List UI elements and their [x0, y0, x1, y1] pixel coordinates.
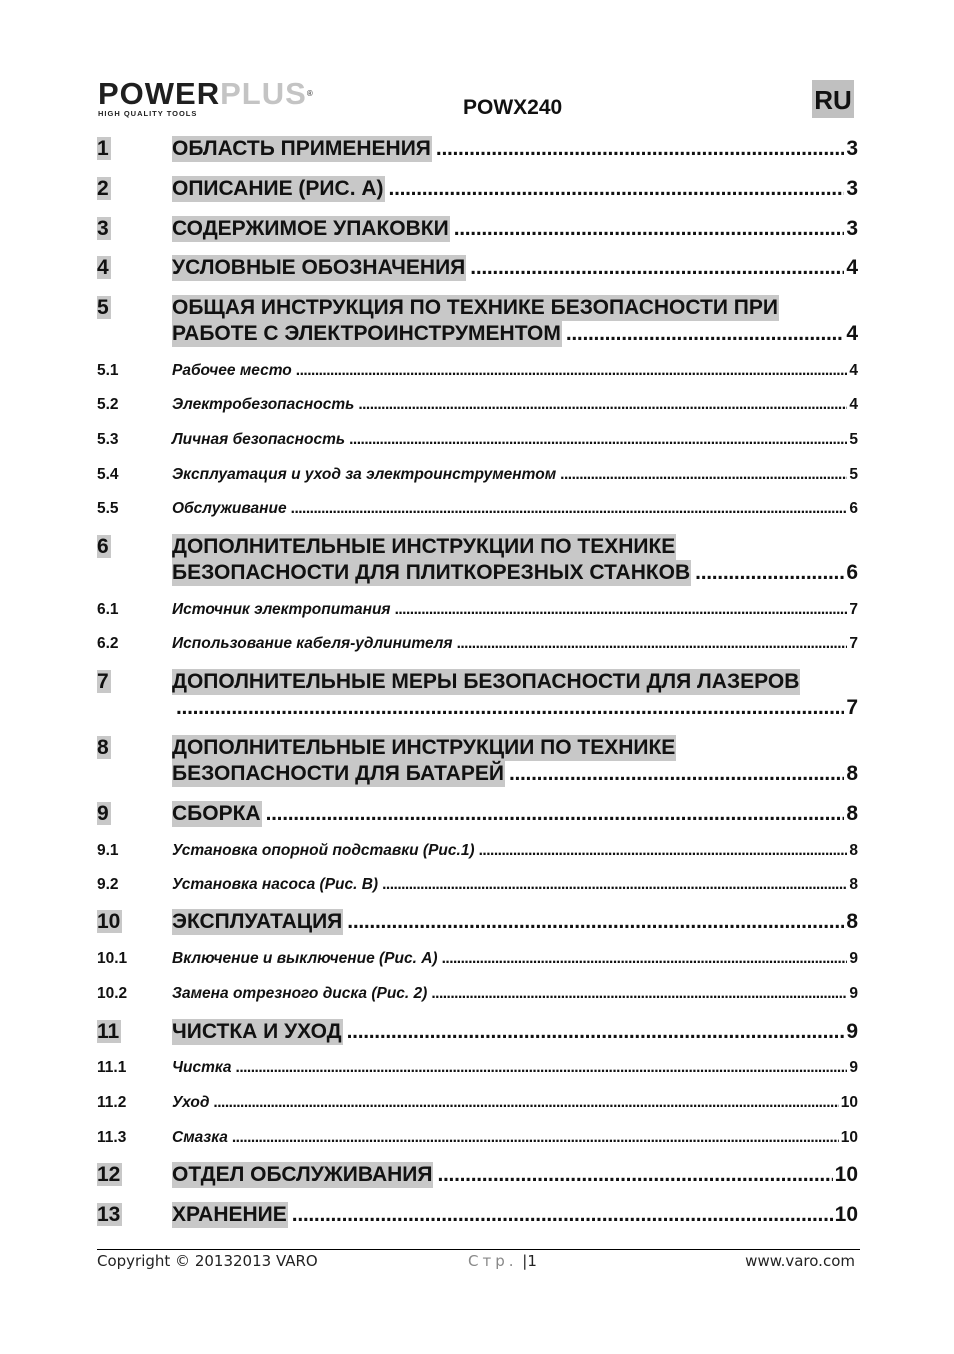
toc-dot-leader: [389, 176, 845, 202]
toc-entry-title: Эксплуатация и уход за электроинструментом: [172, 466, 557, 483]
toc-entry-title: ОТДЕЛ ОБСЛУЖИВАНИЯ: [172, 1163, 433, 1186]
toc-dot-leader: [509, 761, 844, 787]
toc-dot-leader: [349, 430, 847, 450]
toc-entry-number: [97, 984, 127, 1004]
toc-number-text: 10.2: [97, 985, 128, 1002]
toc-entry-number: [97, 361, 119, 381]
toc-entry-number: [97, 136, 111, 162]
toc-page-number: 5: [849, 466, 858, 483]
logo-plus-text: PLUS: [220, 76, 307, 111]
toc-dot-leader: [266, 801, 845, 827]
toc-dot-leader: [470, 255, 844, 281]
toc-dot-leader: [232, 1128, 839, 1148]
toc-entry-title: ДОПОЛНИТЕЛЬНЫЕ МЕРЫ БЕЗОПАСНОСТИ ДЛЯ ЛАЗЕРОВ: [172, 670, 800, 693]
toc-entry-title: ДОПОЛНИТЕЛЬНЫЕ ИНСТРУКЦИИ ПО ТЕХНИКЕ: [172, 736, 676, 759]
toc-entry-title: Личная безопасность: [172, 431, 346, 448]
toc-entry-number: [97, 465, 119, 485]
toc-dot-leader: [431, 984, 847, 1004]
toc-entry-number: [97, 1128, 126, 1148]
toc-entry-number: [97, 841, 119, 861]
toc-page-number: 10: [840, 1129, 858, 1146]
toc-dot-leader: [437, 1162, 832, 1188]
toc-entry-number: [97, 735, 111, 761]
toc-entry-title: СОДЕРЖИМОЕ УПАКОВКИ: [172, 217, 449, 240]
footer-website: www.varo.com: [745, 1252, 855, 1270]
toc-number-text: 12: [97, 1163, 121, 1186]
toc-entry-number: [97, 1093, 126, 1113]
toc-entry-number: [97, 176, 111, 202]
toc-page-number: 4: [846, 322, 858, 345]
toc-page-number: 4: [849, 362, 858, 379]
toc-entry-title: УСЛОВНЫЕ ОБОЗНАЧЕНИЯ: [172, 256, 466, 279]
toc-entry-number: [97, 534, 111, 560]
toc-dot-leader: [695, 560, 844, 586]
toc-page-number: 8: [846, 910, 858, 933]
toc-dot-leader: [236, 1058, 848, 1078]
toc-number-text: 4: [97, 256, 109, 279]
toc-dot-leader: [347, 1019, 845, 1045]
toc-dot-leader: [296, 361, 848, 381]
toc-number-text: 1: [97, 137, 109, 160]
toc-number-text: 5: [97, 296, 109, 319]
toc-page-number: 3: [846, 177, 858, 200]
toc-entry-number: [97, 255, 111, 281]
toc-dot-leader: [382, 875, 847, 895]
toc-entry-title: БЕЗОПАСНОСТИ ДЛЯ БАТАРЕЙ: [172, 762, 504, 785]
toc-page-number: 9: [849, 1059, 858, 1076]
toc-entry-number: [97, 949, 127, 969]
footer-page-separator: |: [522, 1252, 528, 1270]
toc-entry-number: [97, 669, 111, 695]
toc-page-number: 8: [846, 802, 858, 825]
toc-entry-title: Установка насоса (Рис. B): [172, 876, 379, 893]
toc-page-number: 9: [849, 985, 858, 1002]
toc-number-text: 7: [97, 670, 109, 693]
toc-dot-leader: [292, 1202, 833, 1228]
toc-entry-title: ХРАНЕНИЕ: [172, 1203, 287, 1226]
toc-entry-number: [97, 1162, 122, 1188]
toc-number-text: 9: [97, 802, 109, 825]
toc-entry-number: [97, 1019, 121, 1045]
toc-dot-leader: [291, 499, 848, 519]
toc-dot-leader: [395, 600, 848, 620]
footer-page-label: Стр.: [468, 1252, 518, 1270]
toc-entry-title: ЧИСТКА И УХОД: [172, 1020, 342, 1043]
toc-dot-leader: [347, 909, 844, 935]
toc-page-number: 8: [849, 876, 858, 893]
logo-registered-mark: ®: [306, 89, 314, 98]
toc-entry-title: ДОПОЛНИТЕЛЬНЫЕ ИНСТРУКЦИИ ПО ТЕХНИКЕ: [172, 535, 676, 558]
toc-number-text: 11.3: [97, 1129, 127, 1146]
toc-entry-title: Смазка: [172, 1129, 228, 1146]
toc-entry-title: Включение и выключение (Рис. A): [172, 950, 438, 967]
toc-number-text: 5.5: [97, 500, 119, 517]
toc-entry-title: Рабочее место: [172, 362, 292, 379]
footer-copyright: Copyright © 20132013 VARO: [97, 1252, 318, 1270]
toc-page-number: 10: [840, 1094, 858, 1111]
language-badge: RU: [812, 80, 854, 118]
toc-entry-title: ЭКСПЛУАТАЦИЯ: [172, 910, 343, 933]
toc-number-text: 10.1: [97, 950, 128, 967]
toc-number-text: 10: [97, 910, 121, 933]
toc-number-text: 5.1: [97, 362, 119, 379]
toc-entry-title: Источник электропитания: [172, 601, 391, 618]
logo-tagline: HIGH QUALITY TOOLS: [98, 109, 198, 118]
toc-entry-title: Чистка: [172, 1059, 232, 1076]
toc-entry-number: [97, 600, 119, 620]
toc-dot-leader: [560, 465, 847, 485]
toc-dot-leader: [479, 841, 848, 861]
toc-entry-number: [97, 499, 119, 519]
toc-number-text: 3: [97, 217, 109, 240]
toc-entry-title: СБОРКА: [172, 802, 261, 825]
toc-page-number: 10: [834, 1203, 858, 1226]
toc-entry-title: Электробезопасность: [172, 396, 355, 413]
footer-page-indicator: [468, 1252, 537, 1270]
toc-number-text: 5.4: [97, 466, 119, 483]
toc-page-number: 4: [849, 396, 858, 413]
toc-entry-number: [97, 395, 119, 415]
toc-entry-number: [97, 634, 119, 654]
toc-page-number: 3: [846, 217, 858, 240]
toc-number-text: 11.2: [97, 1094, 127, 1111]
toc-entry-title: РАБОТЕ С ЭЛЕКТРОИНСТРУМЕНТОМ: [172, 322, 561, 345]
toc-entry-title: Замена отрезного диска (Рис. 2): [172, 985, 428, 1002]
toc-entry-number: [97, 295, 111, 321]
toc-entry-title: Установка опорной подставки (Рис.1): [172, 842, 475, 859]
toc-entry-number: [97, 216, 111, 242]
toc-page-number: 6: [849, 500, 858, 517]
toc-page-number: 9: [849, 950, 858, 967]
toc-dot-leader: [213, 1093, 838, 1113]
toc-page-number: 5: [849, 431, 858, 448]
toc-dot-leader: [566, 321, 844, 347]
toc-page-number: 10: [834, 1163, 858, 1186]
toc-dot-leader: [442, 949, 848, 969]
toc-entry-title: Обслуживание: [172, 500, 287, 517]
toc-number-text: 5.2: [97, 396, 119, 413]
toc-entry-title: ОПИСАНИЕ (РИС. A): [172, 177, 384, 200]
toc-entry-title: ОБЛАСТЬ ПРИМЕНЕНИЯ: [172, 137, 431, 160]
toc-dot-leader: [454, 216, 845, 242]
toc-number-text: 13: [97, 1203, 121, 1226]
toc-number-text: 11.1: [97, 1059, 127, 1076]
toc-entry-title: ОБЩАЯ ИНСТРУКЦИЯ ПО ТЕХНИКЕ БЕЗОПАСНОСТИ ПРИ: [172, 296, 778, 319]
toc-page-number: 4: [846, 256, 858, 279]
toc-dot-leader: [358, 395, 847, 415]
toc-entry-title: Уход: [172, 1094, 210, 1111]
toc-number-text: 6.2: [97, 635, 119, 652]
toc-number-text: 5.3: [97, 431, 119, 448]
footer-page-number: 1: [527, 1252, 537, 1270]
toc-page-number: 8: [849, 842, 858, 859]
toc-dot-leader: [436, 136, 844, 162]
toc-entry-number: [97, 1202, 122, 1228]
toc-number-text: 8: [97, 736, 109, 759]
toc-number-text: 9.2: [97, 876, 119, 893]
toc-page-number: 3: [846, 137, 858, 160]
toc-number-text: 6: [97, 535, 109, 558]
toc-dot-leader: [457, 634, 848, 654]
toc-page-number: 9: [846, 1020, 858, 1043]
logo-power-text: POWER: [98, 76, 221, 111]
toc-entry-number: [97, 875, 119, 895]
toc-page-number: 8: [846, 762, 858, 785]
toc-entry-number: [97, 801, 111, 827]
toc-page-number: 7: [849, 601, 858, 618]
toc-entry-number: [97, 909, 122, 935]
toc-page-number: 7: [846, 696, 858, 719]
toc-dot-leader: [176, 695, 844, 721]
toc-number-text: 11: [97, 1020, 120, 1043]
toc-entry-title: БЕЗОПАСНОСТИ ДЛЯ ПЛИТКОРЕЗНЫХ СТАНКОВ: [172, 561, 691, 584]
toc-number-text: 6.1: [97, 601, 119, 618]
model-number: POWX240: [463, 96, 563, 119]
toc-number-text: 2: [97, 177, 109, 200]
toc-page-number: 7: [849, 635, 858, 652]
toc-entry-title: Использование кабеля-удлинителя: [172, 635, 453, 652]
toc-number-text: 9.1: [97, 842, 119, 859]
toc-entry-number: [97, 430, 119, 450]
powerplus-logo: [98, 76, 314, 118]
footer-divider: [97, 1249, 860, 1250]
toc-entry-number: [97, 1058, 126, 1078]
toc-page-number: 6: [846, 561, 858, 584]
